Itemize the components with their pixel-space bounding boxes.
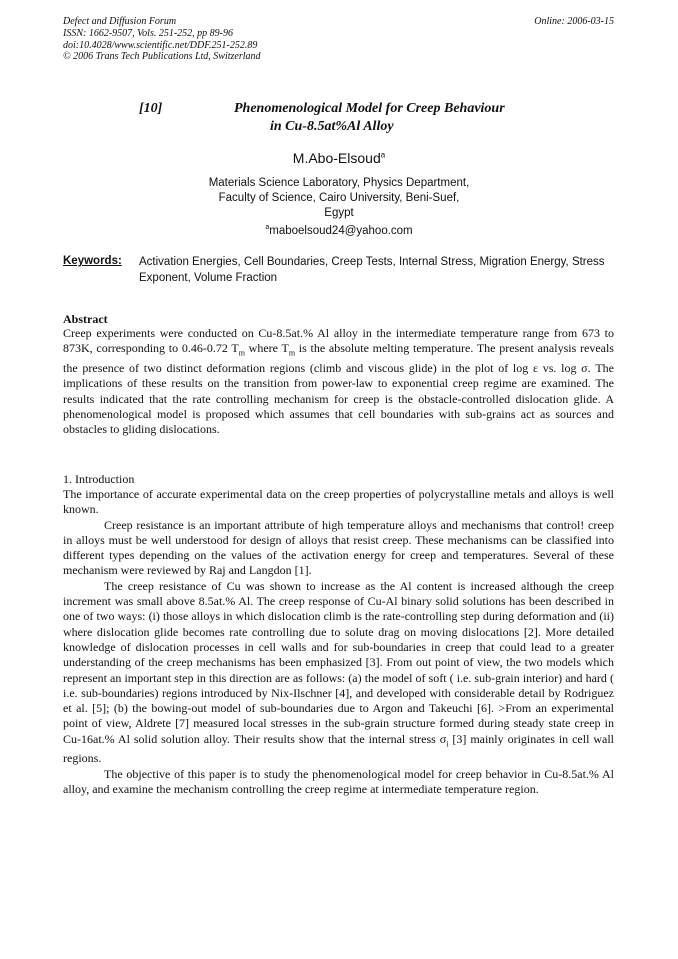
intro-p3-part-b: [3] mainly originates in cell wall regions. (63, 731, 614, 766)
paper-number: [10] (139, 101, 163, 116)
intro-paragraph-4: The objective of this paper is to study the phenomenological model for creep behavior in Cu-8.5at.% Al alloy, and examine the mechanism controlling the creep regime at intermediate temperature region. (63, 766, 614, 797)
abstract-part3: is the absolute melting temperature. The present analysis reveals the presence of two distinct deformation regions (climb and viscous glide) in the plot of log ε vs. log σ. The implications of these results on the transition from power-law to exponential creep regime are examined. The results indicated that the rate controlling mechanism for creep is the obstacle-controlled dislocation glide. A phenomenological model is proposed which assumes that cell boundaries with sub-grains act as sources and obstacles to gliding dislocations. (63, 341, 614, 437)
keywords-text: Activation Energies, Cell Boundaries, Creep Tests, Internal Stress, Migration Energy, Stress Exponent, Volume Fraction (139, 256, 605, 284)
copyright-line: © 2006 Trans Tech Publications Ltd, Switzerland (63, 51, 261, 63)
intro-paragraph-2: Creep resistance is an important attribute of high temperature alloys and mechanisms that control! creep in alloys must be well understood for design of alloys that resist creep. These mechanisms can be classified into different types depending on the values of the activation energy for creep and temperatures. Several of these mechanism were reviewed by Raj and Langdon [1]. (63, 517, 614, 578)
keywords-label: Keywords: (63, 255, 122, 267)
author-name (0, 150, 678, 166)
doi-line: doi:10.4028/www.scientific.net/DDF.251-252.89 (63, 39, 258, 51)
abstract-sub1: m (238, 348, 245, 358)
journal-name: Defect and Diffusion Forum (63, 16, 177, 27)
abstract-part1: Creep experiments were conducted on Cu-8.5at.% Al alloy in the intermediate temperature range from 673 to 873K, corresponding to 0.46-0.72 T (63, 326, 614, 356)
introduction-heading: 1. Introduction (63, 472, 135, 486)
email-text: maboelsoud24@yahoo.com (269, 224, 413, 237)
abstract-part2: where T (244, 341, 289, 356)
affiliation-line2: Faculty of Science, Cairo University, Beni-Suef, (218, 191, 460, 204)
journal-header (63, 16, 261, 63)
intro-paragraph-3 (63, 579, 614, 767)
intro-paragraph-1: The importance of accurate experimental data on the creep properties of polycrystalline metals and alloys is well known. (63, 487, 614, 517)
issn-line: ISSN: 1662-9507, Vols. 251-252, pp 89-96 (63, 27, 233, 39)
abstract-heading: Abstract (63, 312, 108, 326)
intro-p3-sub: i (446, 739, 449, 749)
affiliation-line1: Materials Science Laboratory, Physics Department, (208, 177, 470, 189)
author-sup: a (380, 150, 386, 160)
intro-p3-part-a: The creep resistance of Cu was shown to increase as the Al content is increased although the creep increment was small above 8.5at.% Al. The creep response of Cu-Al binary solid solutions has been described in one of two ways: (i) those alloys in which dislocation climb is the rate-controlling step during deformation and (ii) where dislocation glide becomes rate controlling due to solute drag on moving dislocations [2]. More detailed knowledge of dislocation processes in cell walls and for sub-boundaries in creep that could lead to a greater understanding of the creep mechanisms has been emphasized [3]. From out point of view, the two models which represent an important step in this direction are as follows: (a) the model of soft ( i.e. sub-grain interior) and hard ( i.e. sub-boundaries) regions introduced by Nix-Ilschner [4], and developed with considerable detail by Rodriguez et al. [5]; (b) the bowing-out model of sub-boundaries due to Argon and Takeuchi [6]. >From an experimental point of view, Aldrete [7] measured local stresses in the sub-grain structure formed during steady state creep in Cu-16at.% Al solid solution alloy. Their results show that the internal stress σ (63, 578, 614, 746)
paper-title-line1: Phenomenological Model for Creep Behaviour (234, 101, 505, 116)
introduction-body (63, 487, 614, 797)
online-date: Online: 2006-03-15 (534, 16, 614, 27)
affiliation (0, 176, 678, 220)
paper-title-line2: in Cu-8.5at%Al Alloy (270, 119, 394, 134)
abstract-sub2: m (288, 348, 296, 358)
author-email (0, 224, 678, 237)
affiliation-line3: Egypt (324, 206, 354, 219)
email-sup: a (265, 224, 270, 231)
abstract-text (63, 326, 614, 438)
author-name-text: M.Abo-Elsoud (292, 150, 381, 166)
